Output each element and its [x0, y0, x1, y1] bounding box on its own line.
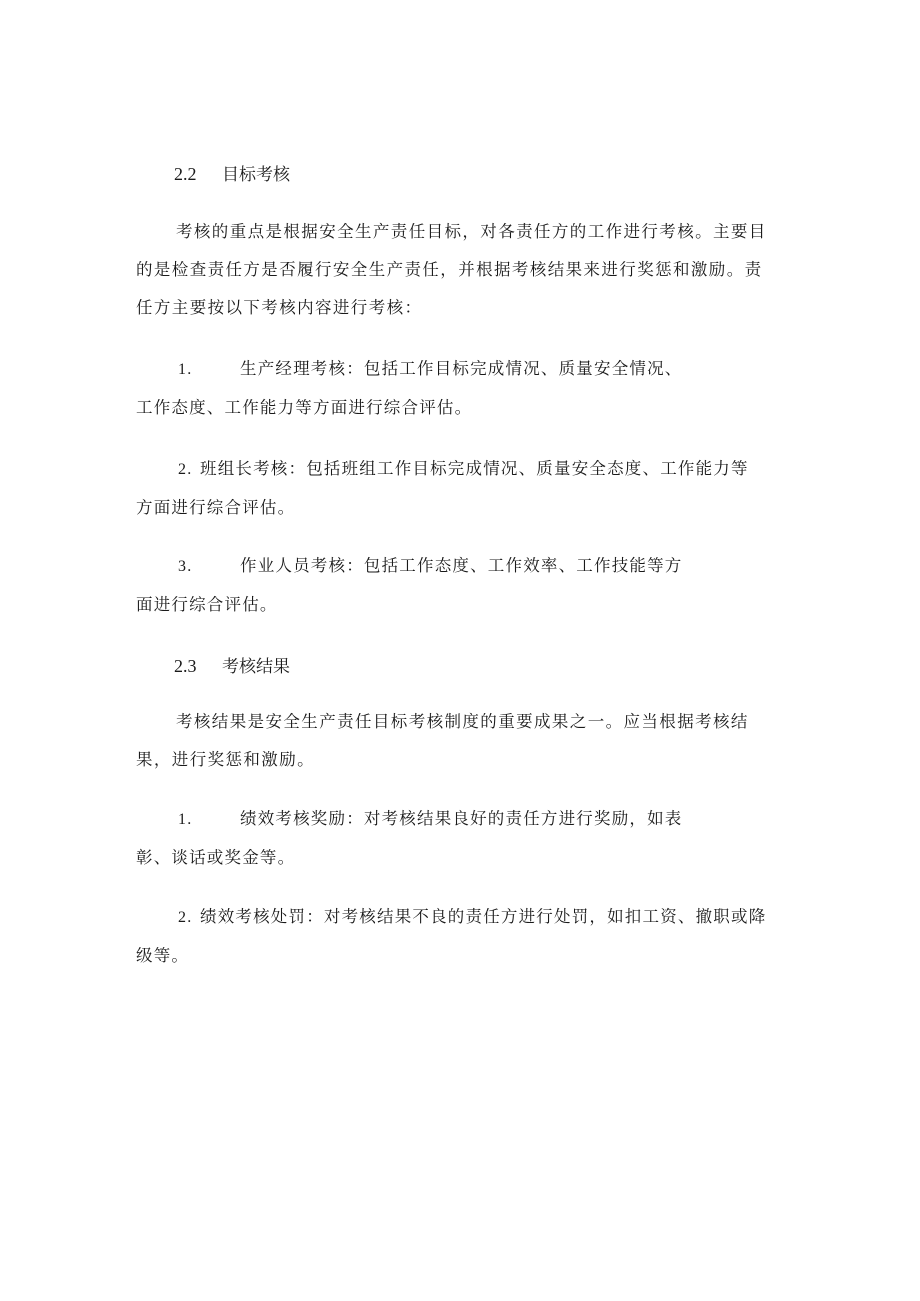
list-item-number: 3. [178, 558, 193, 575]
list-item-continuation: 工作态度、工作能力等方面进行综合评估。 [136, 398, 473, 417]
list-item-text: 生产经理考核：包括工作目标完成情况、质量安全情况、 [240, 359, 683, 378]
section-intro-paragraph [136, 213, 796, 327]
list-item [136, 898, 806, 975]
list-item-number: 2. [178, 461, 193, 478]
list-item-text: 作业人员考核：包括工作态度、工作效率、工作技能等方 [240, 556, 683, 575]
list-item-text: 绩效考核奖励：对考核结果良好的责任方进行奖励，如表 [240, 809, 683, 828]
section-heading-2-2 [174, 162, 290, 187]
list-item-number: 2. [178, 909, 193, 926]
list-item-continuation: 级等。 [136, 946, 190, 965]
list-item-continuation: 面进行综合评估。 [136, 595, 278, 614]
paragraph-line: 果，进行奖惩和激励。 [136, 750, 315, 769]
list-item-number: 1. [178, 811, 193, 828]
list-item-number: 1. [178, 361, 193, 378]
paragraph-line: 任方主要按以下考核内容进行考核： [136, 298, 423, 317]
paragraph-line: 考核结果是安全生产责任目标考核制度的重要成果之一。应当根据考核结 [176, 712, 749, 731]
section-title: 目标考核 [222, 165, 290, 185]
paragraph-line: 的是检查责任方是否履行安全生产责任，并根据考核结果来进行奖惩和激励。责 [136, 260, 763, 279]
section-intro-paragraph [136, 703, 796, 779]
section-number: 2.2 [174, 164, 197, 184]
section-heading-2-3 [174, 654, 290, 679]
list-item [136, 800, 806, 877]
section-title: 考核结果 [222, 657, 290, 677]
list-item-continuation: 方面进行综合评估。 [136, 498, 296, 517]
list-item [136, 450, 806, 527]
list-item-text: 班组长考核：包括班组工作目标完成情况、质量安全态度、工作能力等 [200, 459, 749, 478]
list-item [136, 350, 806, 427]
list-item [136, 547, 806, 624]
list-item-text: 绩效考核处罚：对考核结果不良的责任方进行处罚，如扣工资、撤职或降 [200, 907, 767, 926]
section-number: 2.3 [174, 656, 197, 676]
paragraph-line: 考核的重点是根据安全生产责任目标，对各责任方的工作进行考核。主要目 [176, 222, 767, 241]
list-item-continuation: 彰、谈话或奖金等。 [136, 848, 296, 867]
